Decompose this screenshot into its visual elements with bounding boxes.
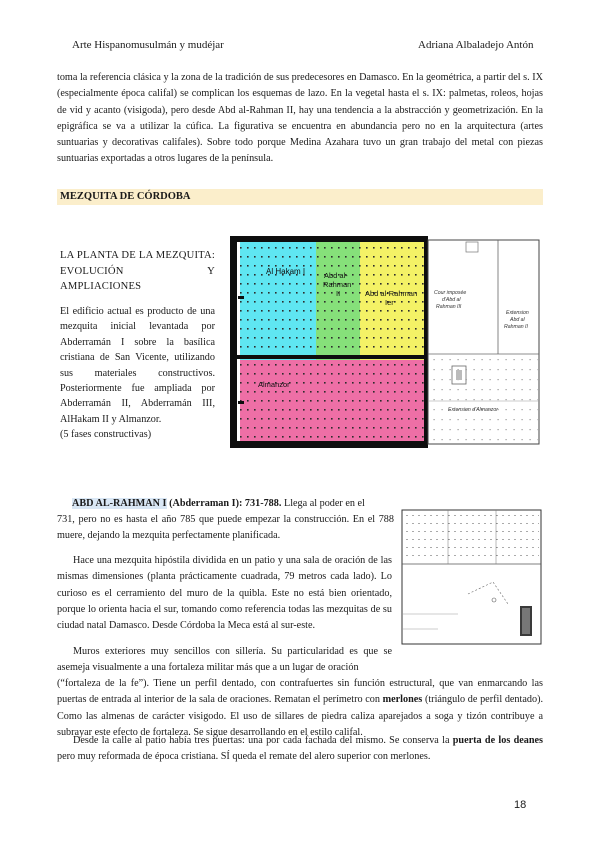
abd-p3-bold: merlones [382, 694, 423, 706]
label-rahman2-c: II [336, 289, 341, 298]
label-cour-a: Cour imposée [434, 290, 467, 296]
abd-first-line: Llega al poder en el [283, 498, 365, 509]
abd-subtitle: (Abderraman I): 731-788. [169, 498, 282, 509]
label-ext-b: Abd al [510, 317, 525, 323]
label-ext-a: Extension [506, 310, 529, 316]
abd-paragraph-4 [57, 733, 543, 766]
abd-paragraph-1: 731, pero no es hasta el año 785 que puede empezar la construcción. En el 788 muere, dejando la mezquita perfectamente planificada. [57, 514, 394, 542]
mosque-plan-figure [230, 236, 543, 448]
plan-body [60, 304, 215, 443]
abd-p3-b: (“fortaleza de la fe”). Tiene un perfil dentado, con contrafuertes sin función estructural, que van enmarcando las puertas de entrada al interior de la sala de oraciones. Rematan el perímetro con [57, 678, 543, 706]
plan-body-text: El edificio actual es producto de una mezquita inicial levantada por Abderramán I sobre la basílica cristiana de San Vicente, utilizando sus materiales constructivos. Posteriormente fue ampliada por Abderramán II, Abderramán III, AlHakam II y Almanzor. [60, 306, 215, 425]
abd-paragraph-3a: Muros exteriores muy sencillos con sillería. Su particularidad es que se asemeja visualmente a una fortaleza militar más que a un lugar de oración [57, 646, 392, 674]
label-cour-c: Rahman III [436, 304, 462, 310]
label-ext-c: Rahman II [504, 324, 528, 330]
label-rahman2-a: Abd al- [324, 271, 348, 280]
label-rahman1-a: Abd al-Rahman [365, 289, 418, 298]
abd-p4-a: Desde la calle al patio había tres puertas: una por cada fachada del mismo. Se conserva la [73, 735, 450, 746]
abd-paragraph-3b [57, 676, 543, 741]
intro-paragraph: toma la referencia clásica y la zona de la tradición de sus predecesores en Damasco. En la geométrica, a partir del s. IX (especialmente época califal) se complican los esquemas de lazo. En la vegetal hasta el s. IX: palmetas, roleos, hojas de vid y acanto (visigoda), pero desde Abd al-Rahman II, hay una tendencia a la abstracción y geometrización. En la epigráfica se va a utilizar la cúfica. La figurativa se encuentra en abundancia pero no en la arquitectura (artes suntuarias y decorativas califales). Sobre todo porque Medina Azahara tuvo un gran trabajo del metal con piezas suntuarias exportadas a otros lugares de la península. [57, 72, 543, 165]
page-number: 18 [514, 799, 527, 811]
label-rahman2-b: Rahman [323, 280, 352, 289]
plan-note: (5 fases constructivas) [60, 429, 152, 441]
section-title: MEZQUITA DE CÓRDOBA [60, 191, 191, 202]
label-rahman1-b: Ier [385, 298, 394, 307]
abd-section-intro [72, 496, 394, 512]
header-right: Adriana Albaladejo Antón [418, 39, 534, 51]
label-almanzor: Almanzor [258, 380, 290, 389]
abd-paragraph-2: Hace una mezquita hipóstila dividida en un patio y una sala de oración de las mismas dimensiones (planta prácticamente cuadrada, 79 metros cada lado). Lo curioso es el cerramiento del muro de la quibla. Este no está bien orientado, porque lo orienta hacia el sur, tomando como referencia todas las mezquitas de su ciudad natal Damasco. Desde Córdoba la Meca está al sur-este. [57, 555, 392, 632]
header-left: Arte Hispanomusulmán y mudéjar [72, 39, 224, 51]
abd-title: ABD AL-RAHMAN I [72, 498, 167, 509]
label-ext-almanzor: Extension d'Almanzor [448, 407, 499, 413]
label-cour-b: d'Abd al [442, 297, 461, 303]
plan-heading: LA PLANTA DE LA MEZQUITA: EVOLUCIÓN Y AMPLIACIONES [60, 250, 215, 292]
abd-p4-bold: puerta de los deanes [452, 735, 543, 746]
abd-p3-c: (triángulo de perfil dentado). Como las almenas de carácter visigodo. El uso de sillares de piedra caliza aparejados a soga y tizón contribuye a subrayar este efecto de fortaleza. Se sigue desarrollando en el estilo califal. [57, 694, 544, 738]
early-mosque-plan-drawing [398, 504, 545, 650]
label-hakam: Al Hakam I [266, 267, 306, 276]
abd-p4-b: pero muy reformada de época cristiana. SÍ queda el remate del alero superior con merlones. [57, 751, 431, 763]
